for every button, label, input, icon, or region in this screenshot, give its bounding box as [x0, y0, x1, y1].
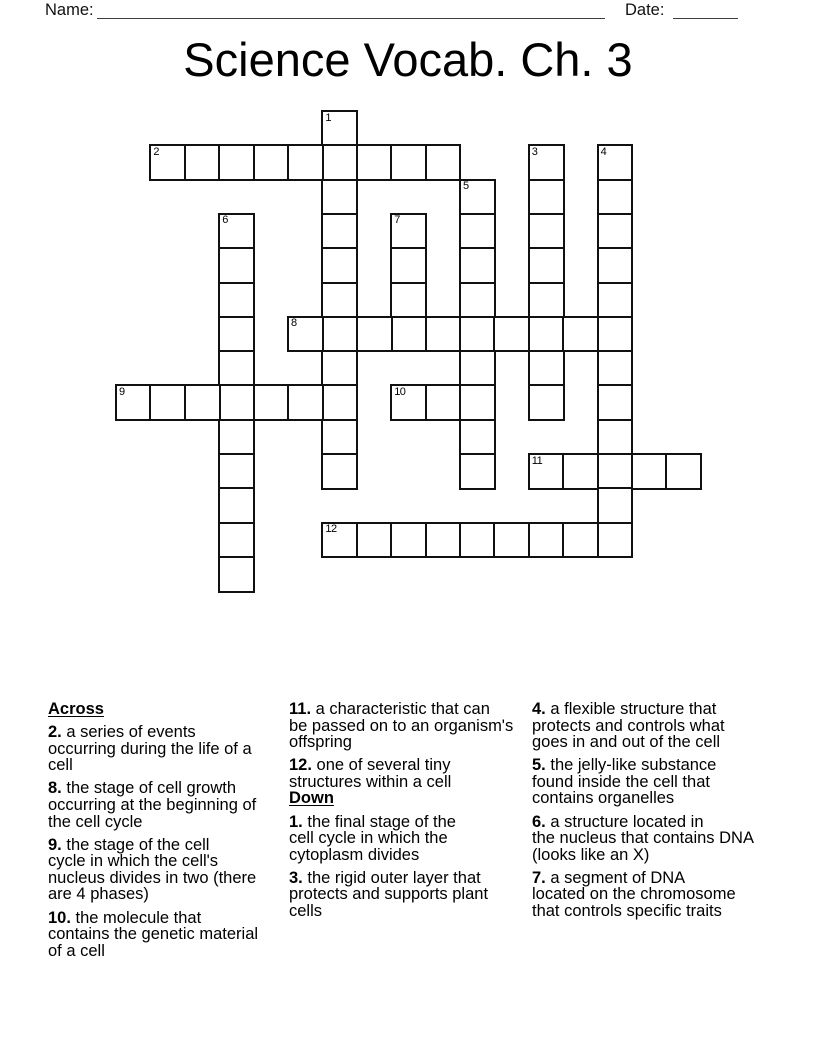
grid-cell[interactable]	[597, 522, 634, 559]
clue-text-line: of a cell	[48, 941, 105, 960]
grid-cell[interactable]	[390, 522, 427, 559]
grid-cell[interactable]	[321, 144, 358, 181]
clue-item	[532, 814, 774, 864]
grid-cell[interactable]	[321, 316, 358, 353]
grid-cell[interactable]	[184, 384, 221, 421]
grid-cell[interactable]	[218, 522, 255, 559]
clue-text-line: the nucleus that contains DNA	[532, 829, 754, 848]
cell-number: 9	[119, 385, 125, 398]
grid-cell[interactable]	[459, 247, 496, 284]
clue-text-line: nucleus divides in two (there	[48, 868, 257, 887]
clue-text-line: protects and supports plant	[289, 885, 489, 904]
clue-text-line: protects and controls what	[532, 716, 725, 735]
grid-cell[interactable]	[184, 144, 221, 181]
grid-cell[interactable]	[356, 144, 393, 181]
grid-cell[interactable]	[287, 316, 324, 353]
grid-cell[interactable]	[459, 419, 496, 456]
clue-text-line: cycle in which the cell's	[48, 852, 219, 871]
grid-cell[interactable]	[562, 316, 599, 353]
grid-cell[interactable]	[390, 213, 427, 250]
grid-cell[interactable]	[321, 282, 358, 319]
clue-item	[532, 870, 774, 920]
grid-cell[interactable]	[528, 316, 565, 353]
clue-text-line: the cell cycle	[48, 812, 143, 831]
grid-cell[interactable]	[459, 453, 496, 490]
clue-item	[48, 910, 290, 960]
grid-cell[interactable]	[321, 419, 358, 456]
grid-cell[interactable]	[459, 384, 496, 421]
cell-number: 5	[463, 180, 469, 193]
grid-cell[interactable]	[528, 384, 565, 421]
grid-cell[interactable]	[425, 144, 462, 181]
clue-number: 3.	[289, 868, 308, 887]
clue-text-line: contains the genetic material	[48, 925, 259, 944]
page-title: Science Vocab. Ch. 3	[183, 33, 633, 86]
grid-cell[interactable]	[218, 556, 255, 593]
clue-column-3	[532, 701, 774, 926]
grid-cell[interactable]	[356, 522, 393, 559]
grid-cell[interactable]	[321, 453, 358, 490]
grid-cell[interactable]	[390, 144, 427, 181]
date-label: Date:	[625, 1, 665, 19]
clue-item	[48, 780, 290, 830]
grid-cell[interactable]	[253, 144, 290, 181]
grid-cell[interactable]	[597, 144, 634, 181]
clue-item	[48, 837, 290, 903]
grid-cell[interactable]	[528, 144, 565, 181]
grid-cell[interactable]	[321, 213, 358, 250]
grid-cell[interactable]	[218, 247, 255, 284]
grid-cell[interactable]	[528, 247, 565, 284]
grid-cell[interactable]	[597, 350, 634, 387]
clue-text-line: 8. the stage of cell growth	[48, 779, 237, 798]
grid-cell[interactable]	[287, 144, 324, 181]
name-label: Name:	[45, 1, 94, 19]
grid-cell[interactable]	[321, 110, 358, 147]
clue-text-line: cytoplasm divides	[289, 845, 420, 864]
clue-text-line: 5. the jelly-like substance	[532, 756, 717, 775]
clue-item	[289, 701, 531, 751]
grid-cell[interactable]	[321, 350, 358, 387]
clue-item	[532, 701, 774, 751]
cell-number: 3	[531, 145, 538, 158]
clue-text-line: are 4 phases)	[48, 885, 149, 904]
grid-cell[interactable]	[321, 179, 358, 216]
cell-number: 4	[600, 145, 607, 158]
grid-cell[interactable]	[390, 247, 427, 284]
clue-item	[289, 814, 531, 864]
clue-number: 8.	[48, 779, 67, 798]
grid-cell[interactable]	[459, 282, 496, 319]
clue-item	[289, 757, 531, 790]
grid-cell[interactable]	[218, 350, 255, 387]
grid-cell[interactable]	[459, 522, 496, 559]
clue-text-line: cell cycle in which the	[289, 829, 448, 848]
clue-text-line: 9. the stage of the cell	[48, 835, 210, 854]
grid-cell[interactable]	[218, 282, 255, 319]
clue-number: 4.	[532, 700, 551, 718]
grid-cell[interactable]	[425, 316, 462, 353]
clue-number: 5.	[532, 756, 551, 775]
clue-number: 1.	[289, 812, 308, 831]
grid-cell[interactable]	[597, 384, 634, 421]
grid-cell[interactable]	[493, 522, 530, 559]
clue-item	[48, 724, 290, 774]
grid-cell[interactable]	[149, 144, 186, 181]
cell-number: 6	[222, 214, 228, 227]
grid-cell[interactable]	[218, 316, 255, 353]
clue-column-1	[48, 701, 290, 966]
grid-cell[interactable]	[597, 487, 634, 524]
grid-cell[interactable]	[528, 453, 565, 490]
clue-number: 6.	[532, 812, 551, 831]
clue-column-2	[289, 701, 531, 926]
grid-cell[interactable]	[287, 384, 324, 421]
clue-text-line: occurring during the life of a	[48, 739, 252, 758]
grid-cell[interactable]	[253, 384, 290, 421]
grid-cell[interactable]	[115, 384, 152, 421]
grid-cell[interactable]	[390, 384, 427, 421]
grid-cell[interactable]	[218, 419, 255, 456]
clue-text-line: cells	[289, 902, 323, 921]
clue-number: 9.	[48, 835, 67, 854]
grid-cell[interactable]	[597, 282, 634, 319]
grid-cell[interactable]	[218, 144, 255, 181]
clue-item	[532, 757, 774, 807]
grid-cell[interactable]	[459, 213, 496, 250]
cell-number: 8	[291, 317, 297, 330]
clue-text-line: 12. one of several tiny	[289, 756, 451, 775]
grid-cell[interactable]	[218, 487, 255, 524]
clue-text-line: structures within a cell	[289, 772, 452, 791]
grid-cell[interactable]	[528, 350, 565, 387]
grid-cell[interactable]	[218, 213, 255, 250]
clue-text-line: (looks like an X)	[532, 845, 650, 864]
grid-cell[interactable]	[425, 522, 462, 559]
grid-cell[interactable]	[528, 213, 565, 250]
clue-text-line: 1. the final stage of the	[289, 812, 456, 831]
across-header: Across	[48, 700, 104, 718]
grid-cell[interactable]	[597, 419, 634, 456]
grid-cell[interactable]	[425, 384, 462, 421]
grid-cell[interactable]	[218, 453, 255, 490]
clue-text-line: that controls specific traits	[532, 902, 722, 921]
cell-number: 7	[394, 214, 400, 227]
grid-cell[interactable]	[459, 316, 496, 353]
grid-cell[interactable]	[390, 282, 427, 319]
grid-cell[interactable]	[493, 316, 530, 353]
clue-text-line: cell	[48, 756, 73, 775]
clue-text-line: 10. the molecule that	[48, 908, 202, 927]
clue-number: 2.	[48, 723, 67, 742]
grid-cell[interactable]	[321, 522, 358, 559]
grid-cell[interactable]	[597, 453, 634, 490]
grid-cell[interactable]	[390, 316, 427, 353]
grid-cell[interactable]	[321, 384, 358, 421]
grid-cell[interactable]	[321, 247, 358, 284]
clue-text-line: occurring at the beginning of	[48, 795, 257, 814]
cell-number: 12	[325, 523, 337, 536]
clue-text-line: contains organelles	[532, 789, 675, 808]
grid-cell[interactable]	[597, 213, 634, 250]
grid-cell[interactable]	[597, 179, 634, 216]
clue-text-line: be passed on to an organism's	[289, 716, 514, 735]
grid-cell[interactable]	[218, 384, 255, 421]
grid-cell[interactable]	[631, 453, 668, 490]
clue-text-line: goes in and out of the cell	[532, 733, 721, 752]
cell-number: 10	[394, 385, 406, 398]
clue-text-line: 11. a characteristic that can	[289, 700, 490, 718]
grid-cell[interactable]	[459, 179, 496, 216]
down-header: Down	[289, 789, 334, 808]
clue-number: 7.	[532, 868, 551, 887]
clue-text-line: offspring	[289, 733, 352, 752]
grid-cell[interactable]	[149, 384, 186, 421]
grid-cell[interactable]	[597, 247, 634, 284]
grid-cell[interactable]	[562, 522, 599, 559]
clue-text-line: 3. the rigid outer layer that	[289, 868, 481, 887]
grid-cell[interactable]	[459, 350, 496, 387]
clue-number: 11.	[289, 700, 316, 718]
grid-cell[interactable]	[528, 179, 565, 216]
clue-text-line: 2. a series of events	[48, 723, 196, 742]
cell-number: 1	[325, 111, 332, 124]
clue-text-line: 4. a flexible structure that	[532, 700, 717, 718]
grid-cell[interactable]	[597, 316, 634, 353]
clue-number: 12.	[289, 756, 317, 775]
grid-cell[interactable]	[528, 522, 565, 559]
clue-text-line: found inside the cell that	[532, 772, 710, 791]
clue-text-line: 7. a segment of DNA	[532, 868, 686, 887]
cell-number: 2	[153, 145, 160, 158]
grid-cell[interactable]	[528, 282, 565, 319]
clue-text-line: located on the chromosome	[532, 885, 736, 904]
clue-text-line: 6. a structure located in	[532, 812, 704, 831]
clue-item	[289, 870, 531, 920]
cell-number: 11	[531, 454, 543, 467]
grid-cell[interactable]	[665, 453, 702, 490]
grid-cell[interactable]	[562, 453, 599, 490]
clue-number: 10.	[48, 908, 76, 927]
grid-cell[interactable]	[356, 316, 393, 353]
